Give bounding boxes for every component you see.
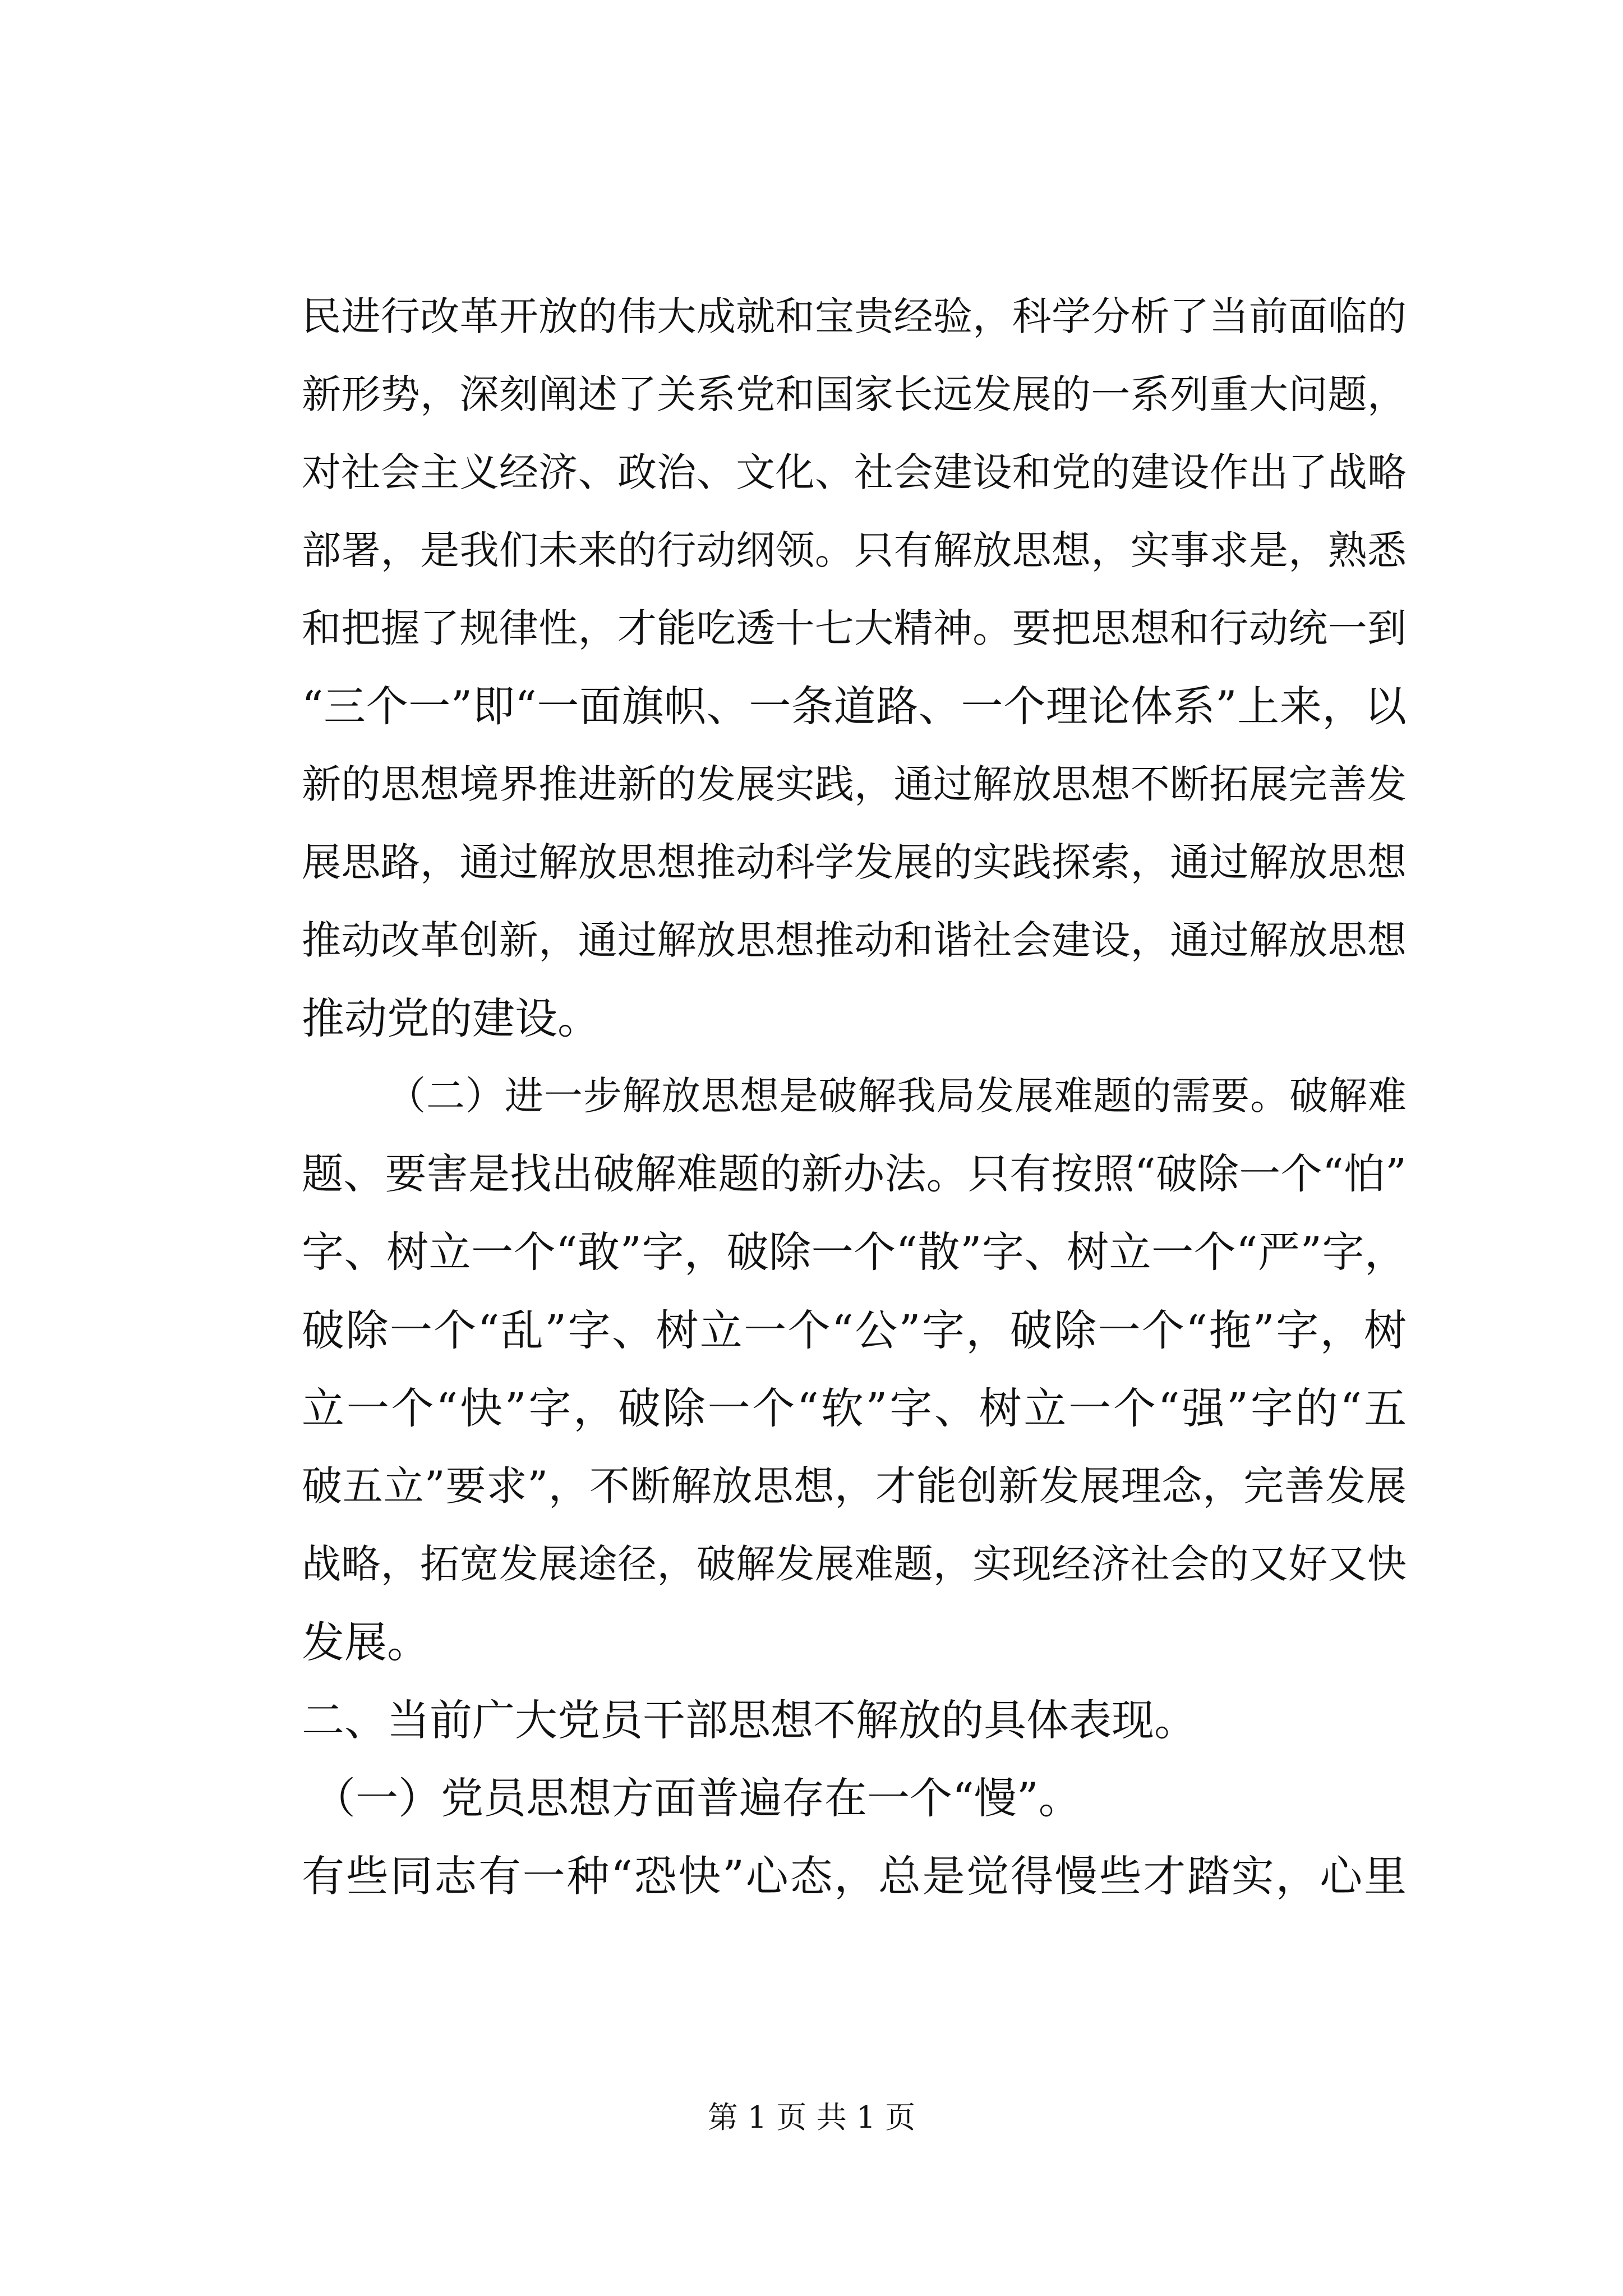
text-line: 对社会主义经济、政治、文化、社会建设和党的建设作出了战略 <box>302 449 1407 495</box>
text-line: 展思路，通过解放思想推动科学发展的实践探索，通过解放思想 <box>302 839 1407 885</box>
text-line: 题、要害是找出破解难题的新办法。只有按照“破除一个“怕” <box>302 1150 1407 1198</box>
text-line: 推动改革创新，通过解放思想推动和谐社会建设，通过解放思想 <box>302 917 1407 963</box>
text-line: 发展。 <box>302 1617 430 1667</box>
text-line: 推动党的建设。 <box>302 993 600 1043</box>
text-line: 新的思想境界推进新的发展实践，通过解放思想不断拓展完善发 <box>302 761 1407 807</box>
page-footer: 第 1 页 共 1 页 <box>707 2100 916 2135</box>
document-body <box>302 278 1407 1915</box>
text-line: （二）进一步解放思想是破解我局发展难题的需要。破解难 <box>387 1074 1407 1119</box>
text-line: 二、当前广大党员干部思想不解放的具体表现。 <box>302 1695 1197 1745</box>
text-line: 战略，拓宽发展途径，破解发展难题，实现经济社会的又好又快 <box>302 1541 1407 1587</box>
text-line: 有些同志有一种“恐快”心态，总是觉得慢些才踏实，心里 <box>302 1851 1407 1901</box>
text-line: 字、树立一个“敢”字，破除一个“散”字、树立一个“严”字， <box>302 1227 1407 1277</box>
text-line: （一）党员思想方面普遍存在一个“慢”。 <box>313 1773 1081 1823</box>
text-line: 破除一个“乱”字、树立一个“公”字，破除一个“拖”字，树 <box>302 1305 1407 1355</box>
text-line: 和把握了规律性，才能吃透十七大精神。要把思想和行动统一到 <box>302 605 1407 651</box>
text-line: 民进行改革开放的伟大成就和宝贵经验，科学分析了当前面临的 <box>302 293 1407 339</box>
text-line: 破五立”要求”，不断解放思想，才能创新发展理念，完善发展 <box>302 1462 1407 1510</box>
text-line: 部署，是我们未来的行动纲领。只有解放思想，实事求是，熟悉 <box>302 527 1407 573</box>
text-line: 立一个“快”字，破除一个“软”字、树立一个“强”字的“五 <box>302 1383 1407 1433</box>
text-line: “三个一”即“一面旗帜、一条道路、一个理论体系”上来，以 <box>302 682 1407 731</box>
text-line: 新形势，深刻阐述了关系党和国家长远发展的一系列重大问题， <box>302 371 1407 417</box>
